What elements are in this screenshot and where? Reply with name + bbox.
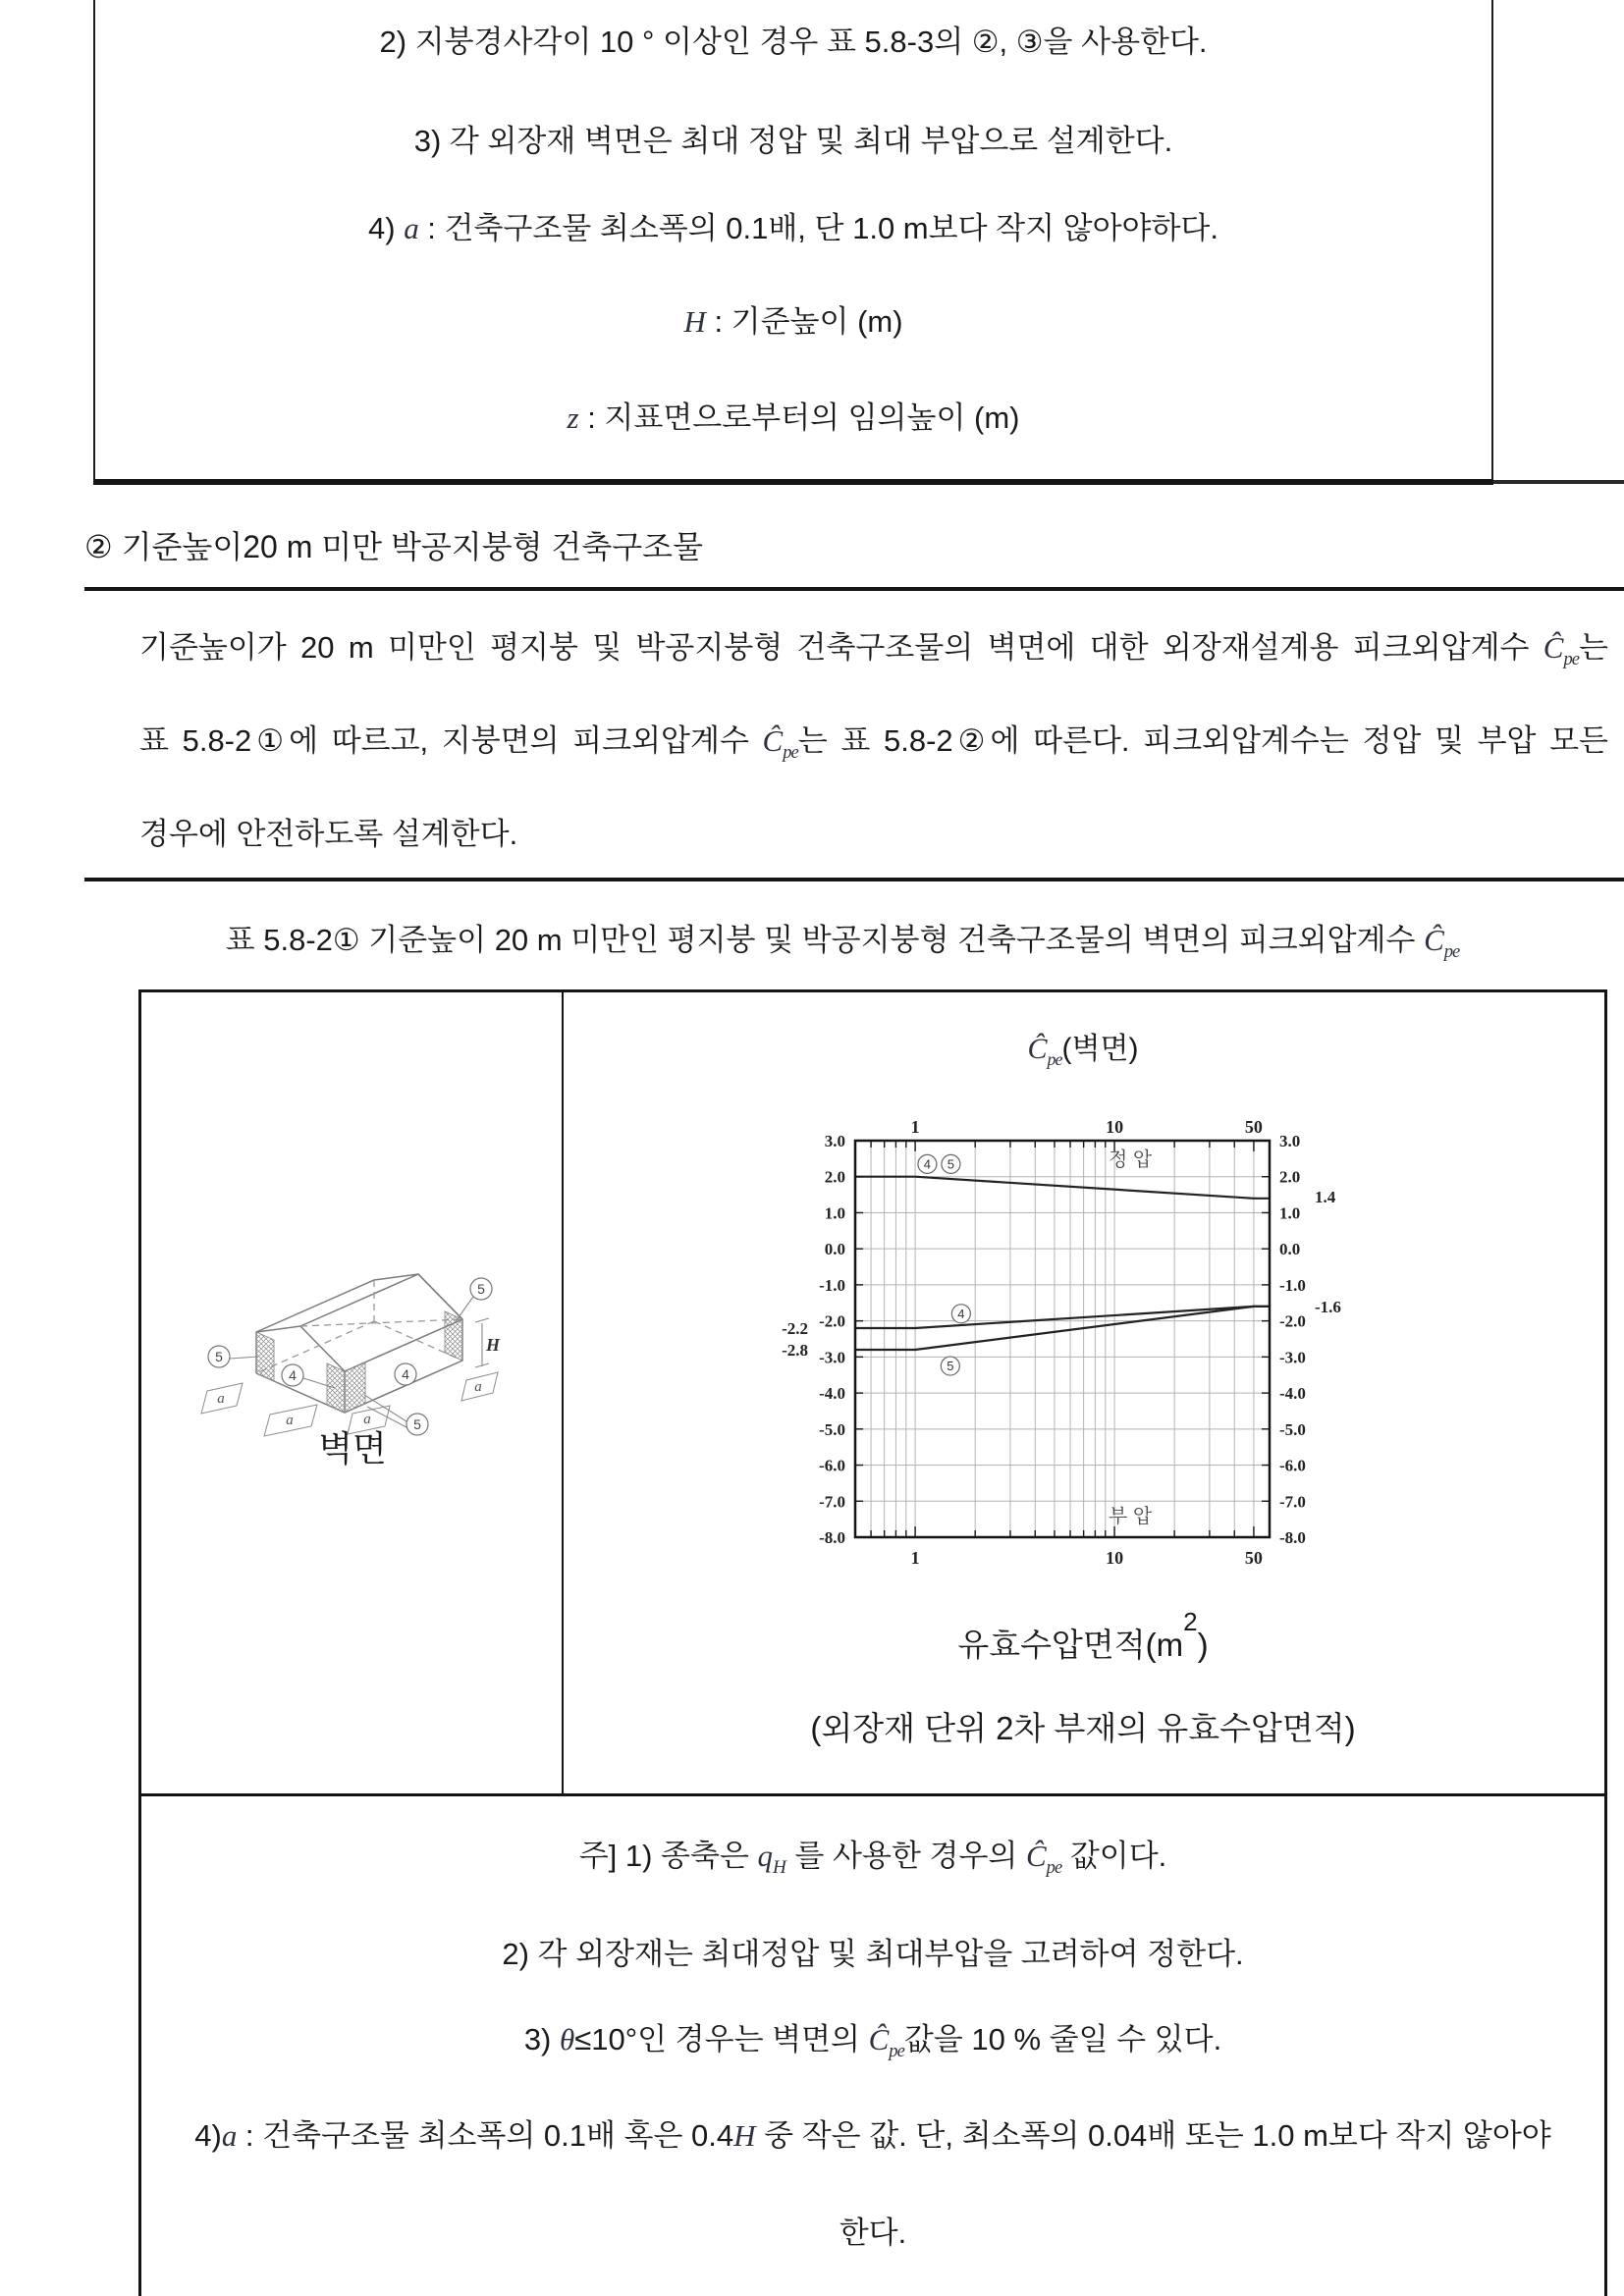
svg-text:50: 50	[1244, 1117, 1263, 1137]
math-a: a	[404, 211, 419, 245]
body-paragraph-line1	[139, 628, 1608, 679]
math-H: H	[733, 2118, 756, 2153]
svg-text:0.0: 0.0	[824, 1240, 845, 1259]
zone5-hatched-strips	[256, 1311, 462, 1413]
note1-mid: 를 사용한 경우의	[785, 1839, 1026, 1873]
svg-text:-4.0: -4.0	[819, 1384, 845, 1404]
building-hidden-edges	[256, 1280, 462, 1373]
svg-text:3.0: 3.0	[824, 1132, 845, 1150]
math-cpe: $Ĉ_{pe}$	[1543, 630, 1580, 670]
table-note-1	[141, 1837, 1604, 1888]
svg-text:5: 5	[947, 1156, 955, 1172]
note1-pre: 주] 1) 종축은	[578, 1839, 758, 1873]
math-a: a	[221, 2118, 238, 2153]
note4-mid: : 건축구조물 최소폭의 0.1배 혹은 0.4	[237, 2118, 734, 2153]
svg-text:1.0: 1.0	[1279, 1203, 1301, 1223]
svg-text:10: 10	[1106, 1548, 1124, 1568]
math-qH: $q_H$	[757, 1839, 786, 1879]
svg-text:0.0: 0.0	[1279, 1240, 1301, 1259]
svg-text:2.0: 2.0	[1279, 1167, 1301, 1187]
note-z-text: : 지표면으로부터의 임의높이 (m)	[578, 400, 1020, 435]
note-a-prefix: 4)	[368, 211, 405, 245]
box-bottom-extension-line	[1493, 480, 1624, 484]
svg-text:10: 10	[1106, 1117, 1124, 1137]
zone4-badge-front: 4	[402, 1366, 409, 1382]
dim-H: H	[485, 1335, 501, 1355]
svg-text:정 압: 정 압	[1109, 1148, 1153, 1171]
zone4-badge-left: 4	[289, 1367, 297, 1383]
svg-text:-2.8: -2.8	[782, 1341, 808, 1361]
math-cpe: $Ĉ_{pe}$	[1025, 1839, 1062, 1879]
svg-text:3.0: 3.0	[1279, 1132, 1301, 1150]
svg-text:부 압: 부 압	[1109, 1505, 1153, 1527]
pressure-chart	[769, 1112, 1378, 1574]
chart-x-axis-sublabel: (외장재 단위 2차 부재의 유효수압면적)	[810, 1710, 1356, 1746]
svg-text:-1.0: -1.0	[819, 1275, 845, 1295]
coefficient-table	[138, 989, 1607, 2296]
svg-text:1: 1	[910, 1117, 920, 1137]
svg-text:-3.0: -3.0	[1279, 1348, 1306, 1367]
math-z: z	[567, 400, 579, 435]
note3-mid: ≤10°인 경우는 벽면의	[574, 2022, 869, 2056]
zone5-badge-corner: 5	[413, 1416, 421, 1432]
svg-text:-5.0: -5.0	[819, 1419, 845, 1439]
note3-post: 값을 10 % 줄일 수 있다.	[903, 2022, 1222, 2056]
note-a-definition	[95, 209, 1491, 248]
dim-a-left: a	[217, 1391, 225, 1407]
xlabel-post: )	[1197, 1627, 1209, 1663]
building-isometric-diagram	[197, 1192, 521, 1437]
svg-text:4: 4	[923, 1156, 932, 1172]
body-paragraph-line3: 경우에 안전하도록 설계한다.	[139, 817, 518, 851]
table-note-3	[141, 2020, 1604, 2071]
svg-text:-1.0: -1.0	[1279, 1275, 1306, 1295]
svg-text:1.0: 1.0	[824, 1203, 845, 1223]
body-paragraph-line2	[139, 721, 1608, 773]
svg-text:-5.0: -5.0	[1279, 1419, 1306, 1439]
note4-pre: 4)	[194, 2118, 222, 2153]
note-H-text: : 기준높이 (m)	[705, 304, 903, 339]
svg-text:2.0: 2.0	[824, 1167, 845, 1187]
chart-title	[562, 1030, 1604, 1079]
svg-text:-8.0: -8.0	[1279, 1528, 1306, 1547]
svg-text:50: 50	[1244, 1548, 1263, 1568]
horizontal-rule-bottom	[84, 878, 1624, 881]
svg-text:-7.0: -7.0	[819, 1492, 845, 1512]
para-l2-text: 표 5.8-2①에 따르고, 지붕면의 피크외압계수	[139, 723, 763, 758]
math-H: H	[683, 304, 706, 339]
top-notes-box	[93, 0, 1493, 485]
section-heading: ② 기준높이20 m 미만 박공지붕형 건축구조물	[84, 529, 703, 564]
para-l2-tail: 는 표 5.8-2②에 따른다. 피크외압계수는 정압 및 부압 모든	[797, 723, 1608, 758]
note-H-definition	[95, 302, 1491, 342]
para-l1-tail: 는	[1579, 630, 1608, 665]
xlabel-sup: 2	[1183, 1607, 1198, 1636]
svg-text:-2.0: -2.0	[1279, 1311, 1306, 1331]
table-cell-divider	[562, 992, 564, 1793]
xlabel-pre: 유효수압면적(m	[957, 1627, 1184, 1663]
svg-text:1.4: 1.4	[1315, 1187, 1336, 1206]
svg-text:-7.0: -7.0	[1279, 1492, 1306, 1512]
para-l1-text: 기준높이가 20 m 미만인 평지붕 및 박공지붕형 건축구조물의 벽면에 대한 외장재설계용 피크외압계수	[139, 630, 1543, 665]
math-cpe: $Ĉ_{pe}$	[868, 2022, 904, 2062]
table-note-2: 2) 각 외장재는 최대정압 및 최대부압을 고려하여 정한다.	[502, 1937, 1244, 1971]
svg-text:-6.0: -6.0	[1279, 1456, 1306, 1475]
svg-text:-2.2: -2.2	[782, 1318, 808, 1338]
dim-a-front1: a	[286, 1413, 294, 1428]
dim-a-right: a	[474, 1379, 482, 1395]
note-z-definition	[95, 399, 1491, 438]
chart-x-axis-label	[562, 1607, 1604, 1667]
zone5-badge-left: 5	[215, 1349, 223, 1364]
math-cpe: $Ĉ_{pe}$	[762, 723, 798, 764]
svg-text:1: 1	[910, 1548, 920, 1568]
table-note-4-continued: 한다.	[839, 2216, 907, 2250]
note-max-pressure: 3) 각 외장재 벽면은 최대 정압 및 최대 부압으로 설계한다.	[413, 124, 1173, 158]
svg-text:-4.0: -4.0	[1279, 1384, 1306, 1404]
svg-text:-6.0: -6.0	[819, 1456, 845, 1475]
note3-pre: 3)	[523, 2022, 560, 2056]
svg-text:5: 5	[947, 1359, 954, 1374]
note1-post: 값이다.	[1061, 1839, 1167, 1873]
svg-text:-1.6: -1.6	[1315, 1297, 1341, 1316]
svg-text:4: 4	[957, 1306, 965, 1321]
math-cpe: $Ĉ_{pe}$	[1027, 1033, 1062, 1069]
caption-text: 표 5.8-2① 기준높이 20 m 미만인 평지붕 및 박공지붕형 건축구조물의 벽면의 피크외압계수	[225, 923, 1425, 957]
dim-a-front2: a	[363, 1412, 371, 1427]
wall-cell-label: 벽면	[318, 1428, 387, 1468]
zone5-badge-right: 5	[477, 1281, 485, 1297]
horizontal-rule-top	[84, 587, 1624, 591]
svg-text:-2.0: -2.0	[819, 1311, 845, 1331]
math-cpe: $Ĉ_{pe}$	[1424, 923, 1460, 963]
table-caption	[108, 921, 1577, 972]
table-row-divider	[141, 1793, 1604, 1796]
note-roof-slope: 2) 지붕경사각이 10 ° 이상인 경우 표 5.8-3의 ②, ③을 사용한다.	[379, 25, 1208, 59]
math-theta: θ	[560, 2022, 575, 2056]
note-a-text: : 건축구조물 최소폭의 0.1배, 단 1.0 m보다 작지 않아야하다.	[418, 211, 1218, 245]
svg-text:-3.0: -3.0	[819, 1348, 845, 1367]
svg-text:-8.0: -8.0	[819, 1528, 845, 1547]
table-note-4	[141, 2116, 1604, 2156]
chart-title-suffix: (벽면)	[1061, 1033, 1139, 1065]
note4-post: 중 작은 값. 단, 최소폭의 0.04배 또는 1.0 m보다 작지 않아야	[755, 2118, 1551, 2153]
